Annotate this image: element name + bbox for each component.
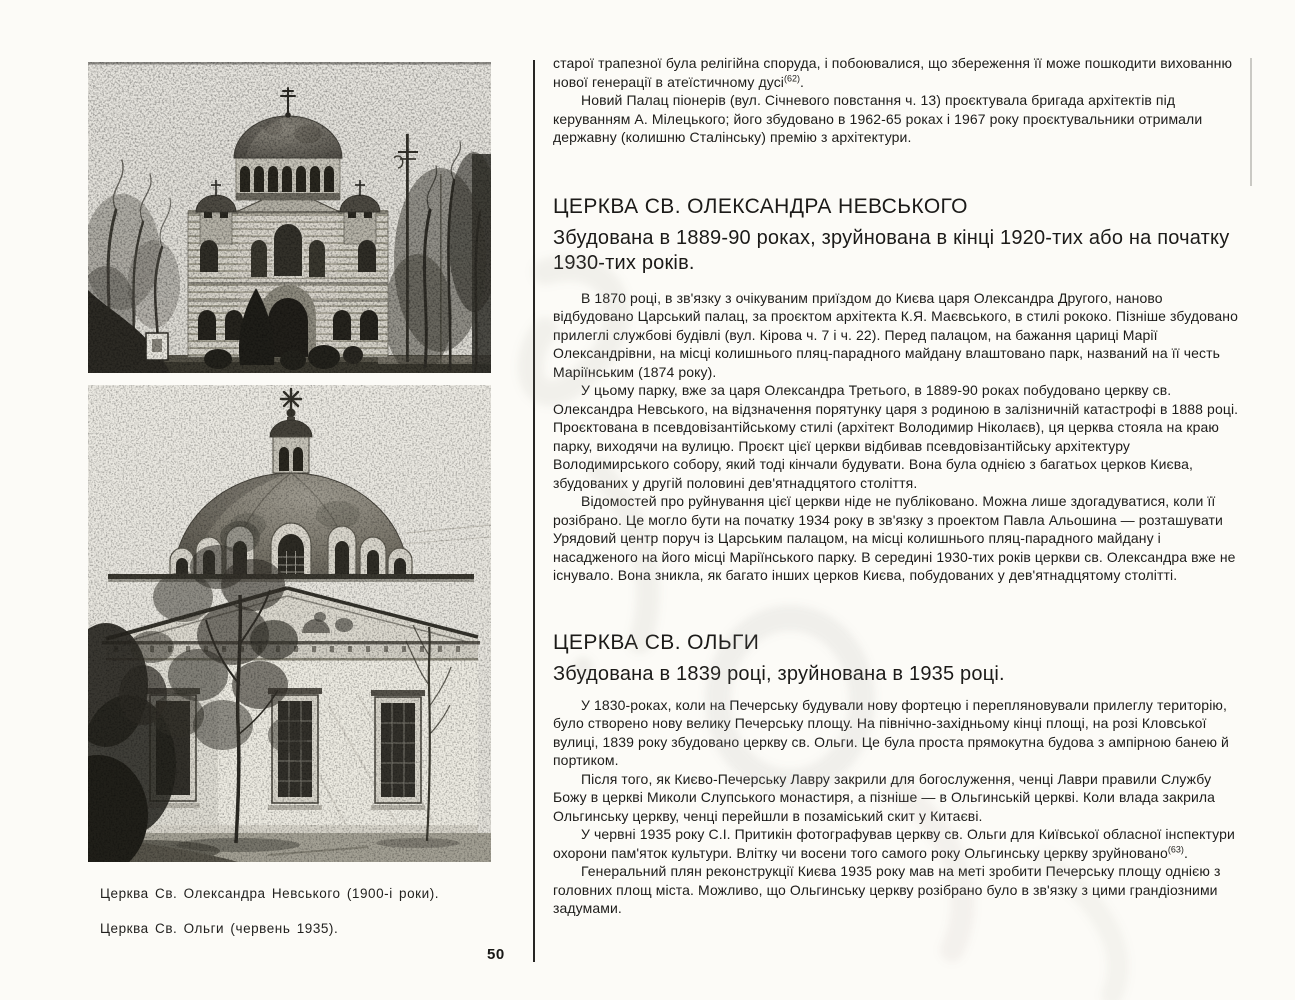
paragraph-nevsky-3: Відомостей про руйнування цієї церкви ніде не публіковано. Можна лише здогадуватися, коли її розібрано. Це могло бути на початку 1934 року в зв'язку з проектом Павла Альошина — розташувати Урядовий центр поруч із Царським палацом, на місці колишнього пляц-парадного майдану і насадженого на його місці Маріїнського парку. В середині 1930-тих років церкви св. Олександра вже не існувало. Вона зникла, як багато інших церков Києва, побудованих у дев'ятнадцятому столітті. xyxy=(553,493,1236,583)
section-subtitle-nevsky: Збудована в 1889-90 роках, зруйнована в кінці 1920-тих або на початку 1930-тих років. xyxy=(553,226,1230,274)
intro-p1-end: . xyxy=(800,73,805,90)
photo-caption-nevsky: Церква Св. Олександра Невського (1900-і роки). xyxy=(100,886,440,901)
section-title-olga: ЦЕРКВА СВ. ОЛЬГИ xyxy=(553,630,760,654)
paragraph-olga-2: Після того, як Києво-Печерську Лавру закрили для богослуження, ченці Лаври правили Службу Божу в церкві Миколи Слупського монастиря, а пізніше — в Ольгинській церкві. Коли влада закрила Ольгинську церкву, ченці перейшли в позаміський скит у Китаєві. xyxy=(553,770,1216,824)
scan-edge-mark xyxy=(1250,58,1252,186)
olga-p3-end: . xyxy=(1183,844,1188,861)
photo-alexander-nevsky-church xyxy=(88,62,491,373)
paragraph-olga-4: Генеральний плян реконструкції Києва 1935 року мав на меті зробити Печерську площу однією з головних площ міста. Можливо, що Ольгинську церкву розібрано було в зв'язку з цими грандіозними задумами. xyxy=(553,863,1221,916)
photo-st-olga-church xyxy=(88,385,491,862)
section-title-nevsky: ЦЕРКВА СВ. ОЛЕКСАНДРА НЕВСЬКОГО xyxy=(553,194,968,218)
text-column xyxy=(553,54,1247,918)
church-photo-illustration xyxy=(88,62,491,373)
olga-p3-text: У червні 1935 року С.І. Притикін фотографував церкву св. Ольги для Київської обласної інспектури охорони пам'яток культури. Влітку чи восени того самого року Ольгинську церкву зруйновано xyxy=(553,826,1235,861)
paragraph-olga-1: У 1830-роках, коли на Печерську будували нову фортецю і перепляновували прилеглу територію, було створено нову велику Печерську площу. На північно-західньому кінці площі, на розі Кловської вулиці, 1839 року збудовано церкву св. Ольги. Це була проста прямокутна будова з ампірною банею й портиком. xyxy=(553,696,1229,768)
paragraph-nevsky-1: В 1870 році, в зв'язку з очікуваним приїздом до Києва царя Олександра Другого, наново відбудовано Царський палац, за проєктом архітекта К.Я. Маєвського, в стилі рококо. Пізніше збудовано прилеглі службові будівлі (вул. Кірова ч. 7 і ч. 22). Перед палацом, на бажання цариці Марії Олександрівни, на місці колишнього пляц-парадного майдану влаштовано парк, названий на її честь Маріїнським (1874 року). xyxy=(553,289,1239,380)
church-photo-illustration xyxy=(88,385,491,862)
column-divider-rule xyxy=(533,60,535,962)
photo-caption-olga: Церква Св. Ольги (червень 1935). xyxy=(100,921,339,936)
paragraph-intro-continuation xyxy=(553,54,1247,91)
paragraph-nevsky-2: У цьому парку, вже за царя Олександра Третього, в 1889-90 роках побудовано церкву св. Олександра Невського, на відзначення порятунку царя з родиною в залізничній катастрофі в 1888 році. Проєктована в псевдовізантійському стилі (архітект Володимир Ніколаєв), ця церква стояла на краю парку, виходячи на вулицю. Проєкт цієї церкви відбивав псевдовізантійську архітектуру Володимирського собору, який тоді кінчали будувати. Вона була однією з багатьох церков Києва, збудованих у другій половині дев'ятнадцятого століття. xyxy=(553,382,1239,491)
paragraph-intro-2: Новий Палац піонерів (вул. Січневого повстання ч. 13) проєктувала бригада архітектів під керуванням А. Мілецького; його збудовано в 1962-65 роках і 1967 року проєктувальники отримали державну (колишню Сталінську) премію з архітектури. xyxy=(553,92,1203,145)
footnote-ref-63: (63) xyxy=(1167,843,1184,854)
paragraph-olga-3 xyxy=(553,825,1247,862)
section-subtitle-olga: Збудована в 1839 році, зруйнована в 1935 році. xyxy=(553,662,1005,685)
footnote-ref-62: (62) xyxy=(784,72,801,83)
intro-p1-text: старої трапезної була релігійна споруда, і побоювалися, що збереження її може пошкодити вихованню нової генерації в атеїстичному дусі xyxy=(553,55,1233,90)
page-number: 50 xyxy=(487,946,505,963)
